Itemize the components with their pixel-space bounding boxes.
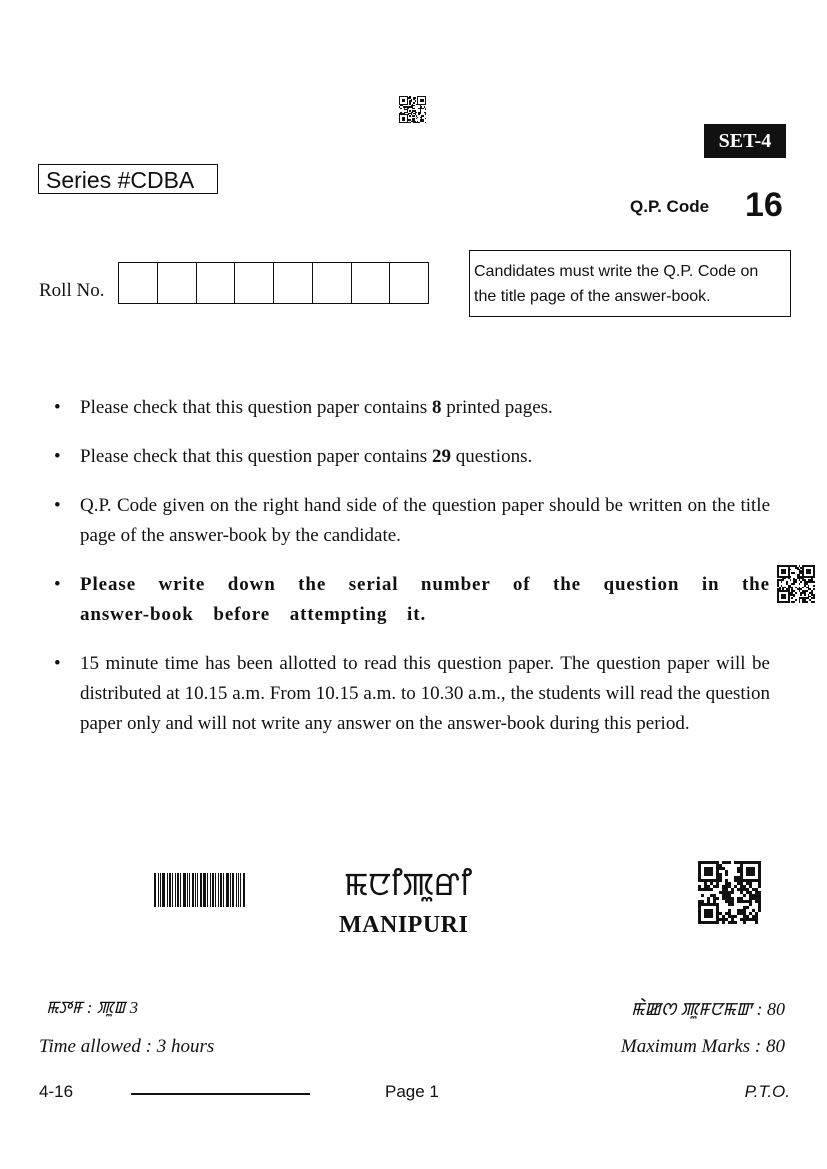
barcode-bar (175, 873, 176, 907)
barcode-bar (160, 873, 161, 907)
page-number: Page 1 (385, 1082, 439, 1101)
barcode-bar (172, 873, 173, 907)
candidate-note-line-1: Candidates must write the Q.P. Code on (474, 263, 759, 280)
paper-code: 4-16 (39, 1082, 74, 1101)
barcode-bar (167, 873, 168, 907)
subject-qr-code-icon (698, 861, 761, 924)
roll-number-cell (158, 263, 197, 303)
barcode-bar (195, 873, 196, 907)
footer-rule (131, 1093, 310, 1095)
top-qr-code-icon (399, 96, 426, 123)
barcode-bar (236, 873, 237, 907)
set-badge: SET-4 (704, 124, 786, 158)
barcode-bar (240, 873, 241, 907)
barcode-bar (232, 873, 234, 907)
roll-number-label: Roll No. (39, 280, 105, 301)
roll-number-cell (313, 263, 352, 303)
barcode-bar (169, 873, 171, 907)
barcode-bar (158, 873, 159, 907)
bullet-icon: • (54, 653, 61, 674)
instruction-item (52, 491, 770, 551)
roll-number-cell (119, 263, 158, 303)
barcode-bar (223, 873, 224, 907)
candidate-note-line-2: the title page of the answer-book. (474, 288, 711, 305)
barcode-bar (177, 873, 179, 907)
barcode-bar (218, 873, 219, 907)
instruction-text: questions. (450, 446, 533, 467)
time-allowed: Time allowed : 3 hours (39, 1036, 215, 1057)
barcode-bar (187, 873, 188, 907)
barcode-bar (243, 873, 245, 907)
barcode-bar (215, 873, 216, 907)
series-label: Series #CDBA (38, 164, 218, 194)
instruction-item (52, 649, 770, 739)
roll-number-cell (235, 263, 274, 303)
bullet-icon: • (54, 495, 61, 516)
time-native: ꯃꯇꯝ : ꯄꯨꯡ 3 (46, 998, 139, 1017)
barcode-bar (197, 873, 198, 907)
instruction-bold: 29 (431, 446, 451, 467)
maximum-marks: Maximum Marks : 80 (620, 1036, 785, 1057)
barcode-bar (180, 873, 181, 907)
marks-native: ꯃꯥꯀꯁ ꯄꯨꯝꯅꯃꯛ : 80 (630, 999, 785, 1019)
barcode-bar (162, 873, 165, 907)
instruction-text: Q.P. Code given on the right hand side of the question paper should be written on the title page of the answer-book by the candidate. (80, 495, 770, 546)
barcode-bar (189, 873, 190, 907)
barcode-bar (207, 873, 208, 907)
instruction-text: Please check that this question paper contains (80, 397, 432, 418)
barcode-bar (210, 873, 211, 907)
instruction-item (52, 570, 770, 630)
bullet-icon: • (54, 574, 61, 595)
side-qr-code-icon (777, 565, 815, 603)
instruction-bold: Please write down the serial number of the question in the answer-book before attempting it. (80, 574, 770, 625)
barcode-bar (200, 873, 202, 907)
bullet-icon: • (54, 446, 61, 467)
pto-label: P.T.O. (744, 1082, 790, 1101)
barcode-bar (154, 873, 156, 907)
instruction-item (52, 393, 770, 423)
roll-number-cell (197, 263, 236, 303)
roll-number-cell (274, 263, 313, 303)
qp-code-label: Q.P. Code (630, 197, 710, 216)
candidate-note-box (469, 250, 791, 317)
barcode-icon (154, 873, 246, 907)
barcode-bar (192, 873, 194, 907)
bullet-icon: • (54, 397, 61, 418)
instruction-text: Please check that this question paper contains (80, 446, 432, 467)
instruction-text: printed pages. (441, 397, 553, 418)
barcode-bar (226, 873, 229, 907)
barcode-bar (220, 873, 222, 907)
subject-title-native: ꯃꯅꯤꯄꯨꯔꯤ (344, 866, 472, 902)
roll-number-cell (390, 263, 428, 303)
instruction-bold: 8 (431, 397, 442, 418)
instruction-text: 15 minute time has been allotted to read this question paper. The question paper will be distributed at 10.15 a.m. From 10.15 a.m. to 10.30 a.m., the students will read the question paper only and will not write any answer on the answer-book during this period. (80, 653, 770, 734)
barcode-bar (203, 873, 206, 907)
barcode-bar (183, 873, 186, 907)
barcode-bar (212, 873, 214, 907)
barcode-bar (238, 873, 239, 907)
instructions-list (52, 393, 770, 758)
barcode-bar (230, 873, 231, 907)
subject-title: MANIPURI (339, 912, 469, 938)
roll-number-cell (352, 263, 391, 303)
roll-number-boxes (118, 262, 429, 304)
instruction-item (52, 442, 770, 472)
qp-code-value: 16 (745, 186, 783, 224)
